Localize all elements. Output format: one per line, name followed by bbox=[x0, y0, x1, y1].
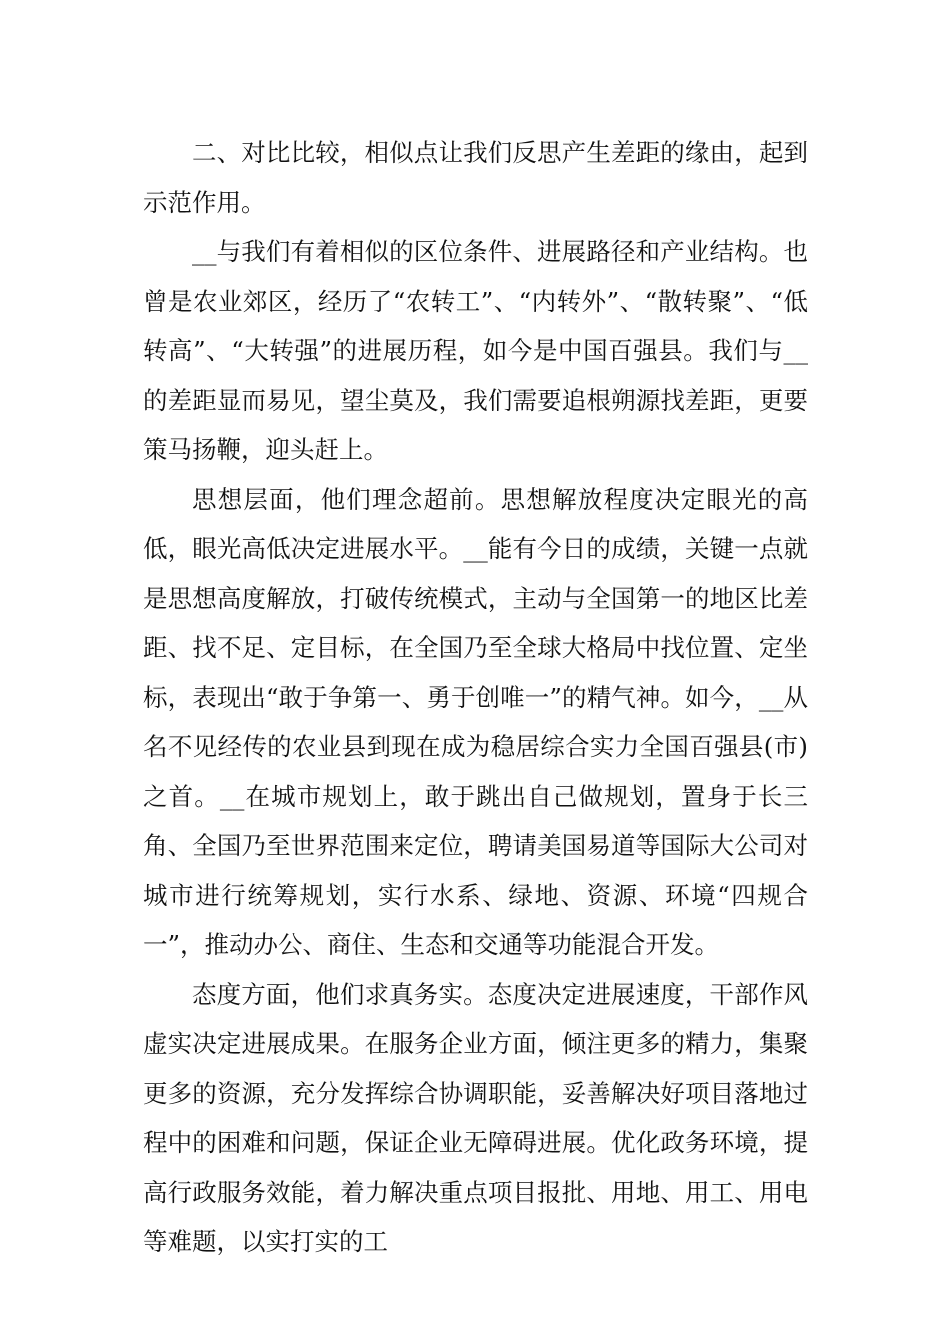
paragraph-thinking-level: 思想层面，他们理念超前。思想解放程度决定眼光的高低，眼光高低决定进展水平。__能有今日的成绩，关键一点就是思想高度解放，打破传统模式，主动与全国第一的地区比差距、找不足、定目标，在全国乃至全球大格局中找位置、定坐标，表现出“敢于争第一、勇于创唯一”的精气神。如今，__从名不见经传的农业县到现在成为稳居综合实力全国百强县(市)之首。__在城市规划上，敢于跳出自己做规划，置身于长三角、全国乃至世界范围来定位，聘请美国易道等国际大公司对城市进行统筹规划，实行水系、绿地、资源、环境“四规合一”，推动办公、商住、生态和交通等功能混合开发。 bbox=[143, 484, 808, 959]
paragraph-similar-conditions: __与我们有着相似的区位条件、进展路径和产业结构。也曾是农业郊区，经历了“农转工”、“内转外”、“散转聚”、“低转高”、“大转强”的进展历程，如今是中国百强县。我们与__的差距显而易见，望尘莫及，我们需要追根朔源找差距，更要策马扬鞭，迎头赶上。 bbox=[143, 237, 808, 464]
paragraph-contrast-heading: 二、对比比较，相似点让我们反思产生差距的缘由，起到示范作用。 bbox=[143, 138, 808, 217]
document-body bbox=[143, 128, 808, 1267]
paragraph-attitude-aspect: 态度方面，他们求真务实。态度决定进展速度，干部作风虚实决定进展成果。在服务企业方面，倾注更多的精力，集聚更多的资源，充分发挥综合协调职能，妥善解决好项目落地过程中的困难和问题，保证企业无障碍进展。优化政务环境，提高行政服务效能，着力解决重点项目报批、用地、用工、用电等难题，以实打实的工 bbox=[143, 979, 808, 1256]
